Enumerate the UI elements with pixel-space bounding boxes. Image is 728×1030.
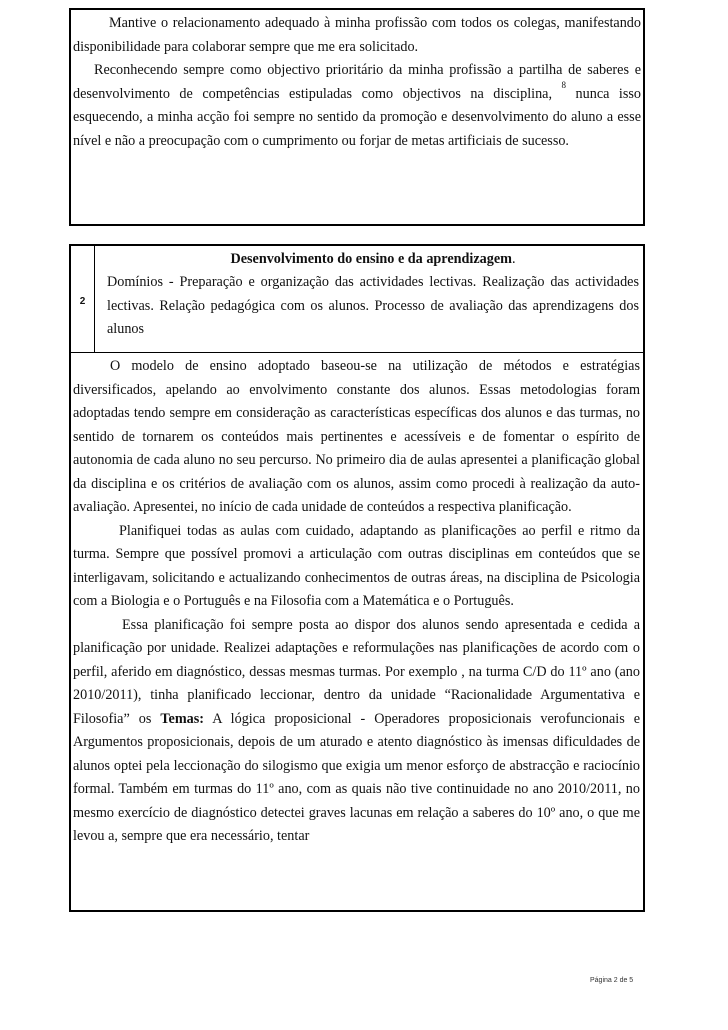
- footnote-ref[interactable]: 8: [561, 79, 567, 90]
- paragraph: Mantive o relacionamento adequado à minha profissão com todos os colegas, manifestando disponibilidade para colaborar sempre que me era solicitado.: [73, 15, 641, 55]
- bold-term: Temas:: [160, 710, 204, 727]
- section-domains: Domínios - Preparação e organização das actividades lectivas. Realização das actividades lectivas. Relação pedagógica com os alunos. Processo de avaliação das aprendizagens dos alunos: [107, 274, 639, 337]
- text-box-1: [69, 8, 645, 226]
- paragraph: Planifiquei todas as aulas com cuidado, adaptando as planificações ao perfil e ritmo da turma. Sempre que possível promovi a articulação com outras disciplinas em conteúdos que se interligavam, solicitando e actualizando conhecimentos de outras áreas, na disciplina de Psicologia com a Biologia e o Português e na Filosofia com a Matemática e o Português.: [73, 522, 640, 609]
- page-number: Página 2 de 5: [590, 977, 634, 984]
- section-header: [71, 246, 643, 353]
- section-number: 2: [71, 246, 95, 352]
- paragraph: Reconhecendo sempre como objectivo prioritário da minha profissão a partilha de saberes e desenvolvimento de competências estipuladas como objectivos na disciplina, $^8$ nunca isso esquecendo, a minha acção foi sempre no sentido da promoção e desenvolvimento do aluno a esse nível e não a preocupação com o cumprimento ou forjar de metas artificiais de sucesso.: [73, 62, 642, 149]
- paragraph: Essa planificação foi sempre posta ao dispor dos alunos sendo apresentada e cedida a planificação por unidade. Realizei adaptações e reformulações nas planificações de acordo com o perfil, aferido em diagnóstico, dessas mesmas turmas. Por exemplo , na turma C/D do 11º ano (ano 2010/2011), tinha planificado leccionar, dentro da unidade “Racionalidade Argumentativa e Filosofia” os Temas: A lógica proposicional - Operadores proposicionais verofuncionais e Argumentos proposicionais, depois de um aturado e atento diagnóstico às imensas dificuldades de alunos optei pela leccionação do silogismo que exigia um menor esforço de abstracção e raciocínio formal. Também em turmas do 11º ano, com as quais não tive continuidade no ano 2010/2011, no mesmo exercício de diagnóstico detectei graves lacunas em relação a saberes do 10º ano, o que me levou a, sempre que era necessário, tentar: [73, 616, 641, 844]
- section-title: Desenvolvimento do ensino e da aprendizagem.: [230, 251, 516, 267]
- paragraph: O modelo de ensino adoptado baseou-se na utilização de métodos e estratégias diversificados, apelando ao envolvimento constante dos alunos. Essas metodologias foram adoptadas tendo sempre em consideração as características específicas dos alunos e das turmas, no sentido de tornarem os conteúdos mais pertinentes e acessíveis e de fomentar o espírito de autonomia de cada aluno no seu percurso. No primeiro dia de aulas apresentei a planificação global da disciplina e os critérios de avaliação com os alunos, assim como procedi à realização da auto-avaliação. Apresentei, no início de cada unidade de conteúdos a respectiva planificação.: [73, 358, 640, 515]
- section-box-2: [69, 244, 645, 912]
